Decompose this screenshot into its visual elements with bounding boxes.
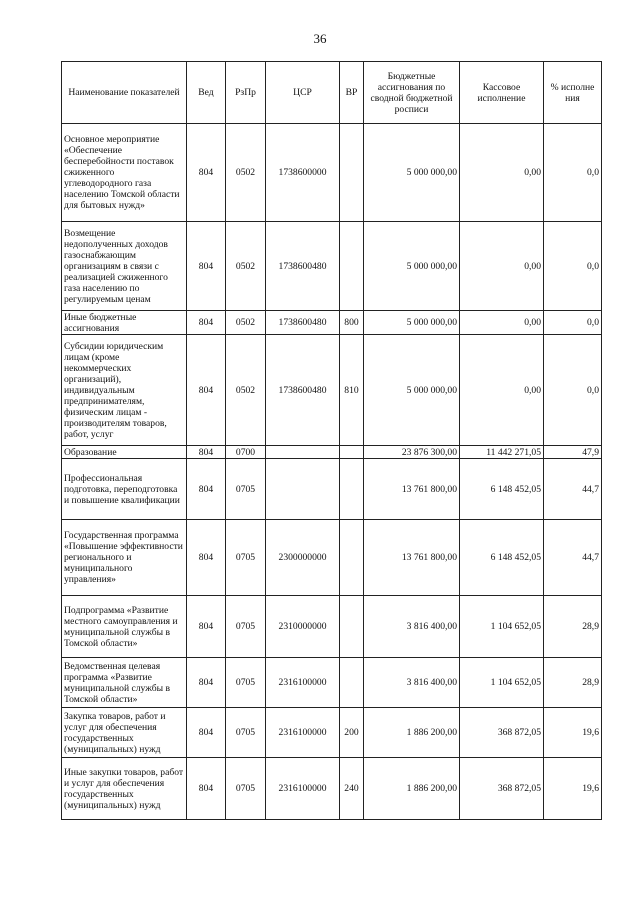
cell-vr [340, 520, 364, 596]
cell-vr: 200 [340, 708, 364, 758]
cell-cash: 368 872,05 [460, 708, 544, 758]
cell-csr: 2316100000 [266, 708, 340, 758]
cell-cash: 1 104 652,05 [460, 658, 544, 708]
cell-cash: 368 872,05 [460, 758, 544, 820]
cell-cash: 6 148 452,05 [460, 520, 544, 596]
cell-cash: 0,00 [460, 311, 544, 335]
cell-cash: 0,00 [460, 335, 544, 446]
cell-budget: 5 000 000,00 [364, 222, 460, 311]
cell-vr [340, 459, 364, 520]
cell-budget: 3 816 400,00 [364, 658, 460, 708]
table-row [62, 708, 602, 758]
cell-name: Государственная программа «Повышение эффективности регионального и муниципального управления» [62, 520, 187, 596]
cell-rzpr: 0705 [226, 520, 266, 596]
cell-csr: 1738600480 [266, 335, 340, 446]
table-row [62, 758, 602, 820]
cell-rzpr: 0705 [226, 658, 266, 708]
cell-csr: 2316100000 [266, 658, 340, 708]
cell-ved: 804 [187, 758, 226, 820]
table-row [62, 222, 602, 311]
cell-name: Иные закупки товаров, работ и услуг для обеспечения государственных (муниципальных) нужд [62, 758, 187, 820]
cell-ved: 804 [187, 222, 226, 311]
table-row [62, 459, 602, 520]
cell-cash: 0,00 [460, 124, 544, 222]
cell-rzpr: 0705 [226, 596, 266, 658]
header-rzpr: РзПр [226, 62, 266, 124]
cell-rzpr: 0502 [226, 335, 266, 446]
header-cash: Кассовое исполнение [460, 62, 544, 124]
cell-vr: 240 [340, 758, 364, 820]
cell-name: Подпрограмма «Развитие местного самоуправления и муниципальной службы в Томской области» [62, 596, 187, 658]
cell-budget: 1 886 200,00 [364, 758, 460, 820]
table-row [62, 124, 602, 222]
cell-name: Профессиональная подготовка, переподготовка и повышение квалификации [62, 459, 187, 520]
cell-name: Основное мероприятие «Обеспечение бесперебойности поставок сжиженного углеводородного газа населению Томской области для бытовых нужд» [62, 124, 187, 222]
cell-vr [340, 596, 364, 658]
cell-budget: 13 761 800,00 [364, 520, 460, 596]
cell-vr [340, 446, 364, 459]
cell-cash: 11 442 271,05 [460, 446, 544, 459]
cell-name: Возмещение недополученных доходов газоснабжающим организациям в связи с реализацией сжиженного газа населению по регулируемым ценам [62, 222, 187, 311]
header-name: Наименование показателей [62, 62, 187, 124]
table-row [62, 311, 602, 335]
cell-percent: 44,7 [544, 520, 602, 596]
cell-budget: 13 761 800,00 [364, 459, 460, 520]
cell-ved: 804 [187, 520, 226, 596]
cell-csr [266, 446, 340, 459]
cell-csr: 2316100000 [266, 758, 340, 820]
table-row [62, 446, 602, 459]
cell-rzpr: 0700 [226, 446, 266, 459]
cell-rzpr: 0705 [226, 459, 266, 520]
cell-ved: 804 [187, 596, 226, 658]
cell-percent: 44,7 [544, 459, 602, 520]
cell-vr [340, 124, 364, 222]
page-number: 36 [313, 31, 327, 46]
cell-rzpr: 0705 [226, 708, 266, 758]
cell-name: Иные бюджетные ассигнования [62, 311, 187, 335]
cell-percent: 28,9 [544, 658, 602, 708]
cell-budget: 5 000 000,00 [364, 311, 460, 335]
cell-percent: 28,9 [544, 596, 602, 658]
cell-percent: 19,6 [544, 758, 602, 820]
cell-percent: 0,0 [544, 222, 602, 311]
cell-csr: 2300000000 [266, 520, 340, 596]
cell-budget: 5 000 000,00 [364, 335, 460, 446]
budget-table [61, 61, 602, 820]
cell-rzpr: 0502 [226, 222, 266, 311]
cell-cash: 1 104 652,05 [460, 596, 544, 658]
cell-percent: 0,0 [544, 335, 602, 446]
cell-ved: 804 [187, 459, 226, 520]
header-ved: Вед [187, 62, 226, 124]
cell-ved: 804 [187, 446, 226, 459]
cell-name: Субсидии юридическим лицам (кроме некоммерческих организаций), индивидуальным предпринимателям, физическим лицам - производителям товаров, работ, услуг [62, 335, 187, 446]
header-percent: % исполне ния [544, 62, 602, 124]
cell-ved: 804 [187, 335, 226, 446]
cell-rzpr: 0705 [226, 758, 266, 820]
cell-vr [340, 658, 364, 708]
cell-csr: 1738600000 [266, 124, 340, 222]
cell-vr [340, 222, 364, 311]
cell-vr: 800 [340, 311, 364, 335]
header-vr: ВР [340, 62, 364, 124]
cell-percent: 0,0 [544, 311, 602, 335]
cell-ved: 804 [187, 708, 226, 758]
table-row [62, 520, 602, 596]
cell-rzpr: 0502 [226, 124, 266, 222]
header-csr: ЦСР [266, 62, 340, 124]
cell-cash: 0,00 [460, 222, 544, 311]
cell-percent: 47,9 [544, 446, 602, 459]
table-row [62, 658, 602, 708]
cell-budget: 23 876 300,00 [364, 446, 460, 459]
header-budget: Бюджетные ассигнования по сводной бюджетной росписи [364, 62, 460, 124]
cell-budget: 3 816 400,00 [364, 596, 460, 658]
cell-csr [266, 459, 340, 520]
cell-vr: 810 [340, 335, 364, 446]
cell-csr: 1738600480 [266, 311, 340, 335]
cell-cash: 6 148 452,05 [460, 459, 544, 520]
cell-csr: 2310000000 [266, 596, 340, 658]
cell-percent: 0,0 [544, 124, 602, 222]
cell-name: Закупка товаров, работ и услуг для обеспечения государственных (муниципальных) нужд [62, 708, 187, 758]
header-row [62, 62, 602, 124]
cell-budget: 5 000 000,00 [364, 124, 460, 222]
cell-name: Образование [62, 446, 187, 459]
cell-csr: 1738600480 [266, 222, 340, 311]
cell-ved: 804 [187, 124, 226, 222]
table-row [62, 596, 602, 658]
cell-name: Ведомственная целевая программа «Развитие муниципальной службы в Томской области» [62, 658, 187, 708]
cell-ved: 804 [187, 311, 226, 335]
cell-rzpr: 0502 [226, 311, 266, 335]
cell-percent: 19,6 [544, 708, 602, 758]
cell-ved: 804 [187, 658, 226, 708]
cell-budget: 1 886 200,00 [364, 708, 460, 758]
table-row [62, 335, 602, 446]
